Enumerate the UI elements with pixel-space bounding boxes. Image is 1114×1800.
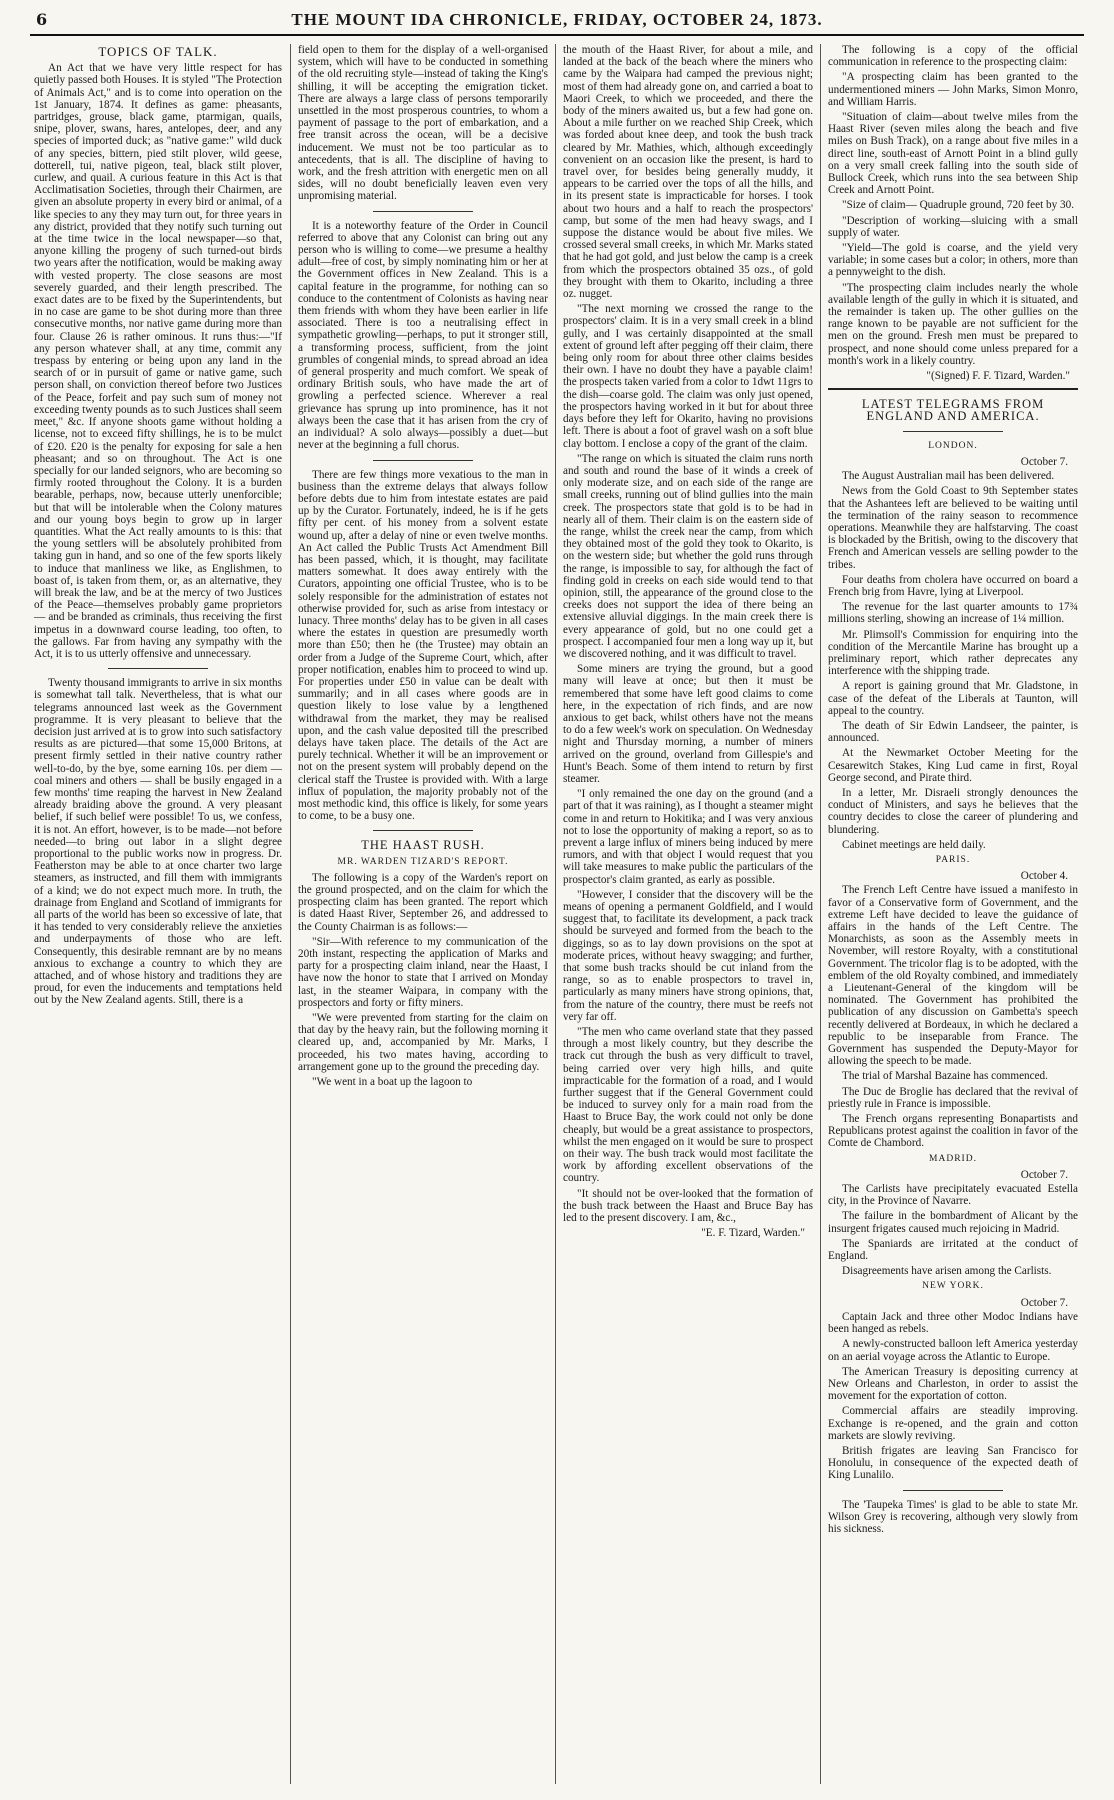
- article-paragraph: field open to them for the display of a well-organised system, which will have to be conducted in something of the old recruiting style—instead of taking the King's shilling, it will be accepting the emigration ticket. There are always a large class of persons temporarily unsettled in the most prosperous countries, to whom a payment of passage to the port of embarkation, and a free transit across the ocean, will be a decisive inducement. We must not be too particular as to antecedents, that is all. The discipline of having to work, and the fresh attrition with energetic men on all sides, will no doubt beneficially leaven even very unpromising material.: [298, 44, 548, 203]
- divider: [373, 830, 473, 831]
- article-paragraph: "Size of claim— Quadruple ground, 720 feet by 30.: [842, 199, 1074, 212]
- article-paragraph: Twenty thousand immigrants to arrive in six months is somewhat tall talk. Nevertheless, that is what our telegrams announced last week as the Government programme. It is very pleasant to believe that the decision just arrived at is to grow into such satisfactory results as are pictured—that some 15,000 Britons, at present firmly settled in their native country rather well-to-do, by the bye, some earning 10s. per diem — coal miners and others — shall be busily engaged in a few months' time reaping the harvest in New Zealand already braiding above the ground. A very pleasant belief, if such belief were possible! To us, we confess, it is not. An effort, however, is to be made—not before needed—to bring out labor in a slight degree proportional to the public works now in progress. Dr. Featherston may be able to at once charter two large steamers, as instructed, and fill them with immigrants of a kind; we do not expect much more. In truth, the drainage from England and Scotland of immigrants for all parts of the world has been so excessive of late, that it has tended to very considerably relieve the anxieties and underpayments of those who are left. Consequently, this desirable remnant are by no means anxious to exchange a country to which they are attached, and of whose history and traditions they are proud, for even the inducements and temptations held out by the New Zealand agents. Still, there is a: [34, 677, 282, 1007]
- column-2: [298, 44, 548, 1784]
- signature: "(Signed) F. F. Tizard, Warden.": [926, 370, 1070, 383]
- article-paragraph: "It should not be over-looked that the formation of the bush track between the Haast and Bruce Bay has led to the present discovery. I am, &c.,: [563, 1187, 813, 1225]
- dateline-date: October 7.: [1020, 1168, 1068, 1181]
- telegram-item: Four deaths from cholera have occurred on board a French brig from Havre, lying at Liverpool.: [828, 573, 1078, 598]
- telegram-item: Disagreements have arisen among the Carlists.: [842, 1265, 1052, 1278]
- telegram-item: British frigates are leaving San Francisco for Honolulu, in consequence of the expected death of King Lunalilo.: [828, 1444, 1078, 1482]
- article-paragraph: It is a noteworthy feature of the Order in Council referred to above that any Colonist can bring out any person who is willing to come—we presume a healthy adult—free of cost, by simply nominating him or her at the Government offices in New Zealand. This is a capital feature in the programme, for nothing can so conduce to the contentment of Colonists as having near them friends with whom they have been earlier in life associated. There is too a neutralising effect in sympathetic growling—perhaps, to put it stronger still, a transforming process, sufficient, from the joint grumbles of congenial minds, to spread abroad an idea of general prosperity and much comfort. We speak of ordinary British souls, who have made the art of growling a perfected science. Wherever a real grievance has sprung up into prominence, has it not always been the case that it has arisen from the cry of an individual? A solo always—possibly a duet—but never at the beginning a full chorus.: [298, 219, 548, 452]
- article-paragraph: "I only remained the one day on the ground (and a part of that it was raining), as I thought a steamer might come in and return to Hokitika; and I was very anxious not to lose the opportunity of making a report, so as to prevent a large influx of miners being induced by mere rumors, and with that object I would request that you will take measures to make public the particulars of the prospector's claim granted, as early as possible.: [563, 788, 813, 886]
- divider: [373, 460, 473, 461]
- haast-rush-heading: THE HAAST RUSH.: [361, 838, 485, 853]
- article-paragraph: "Description of working—sluicing with a small supply of water.: [828, 214, 1078, 239]
- telegram-item: In a letter, Mr. Disraeli strongly denounces the conduct of Ministers, and says he believes that the country decides to close the career of plundering and blundering.: [828, 786, 1078, 836]
- divider: [373, 211, 473, 212]
- column-3: [563, 44, 813, 1784]
- telegrams-heading: LATEST TELEGRAMS FROM ENGLAND AND AMERICA.: [861, 397, 1045, 424]
- article-paragraph: "Sir—With reference to my communication of the 20th instant, respecting the application of Marks and party for a prospecting claim inland, near the Haast, I have now the honor to state that I arrived on Monday last, in the steamer Waipara, in company with the prospectors and forty or fifty miners.: [298, 935, 548, 1009]
- article-paragraph: "We were prevented from starting for the claim on that day by the heavy rain, but the following morning it cleared up, and, accompanied by Mr. Marks, I proceeded, his two mates having, according to arrangement gone up to the ground the preceding day.: [298, 1012, 548, 1073]
- telegram-item: News from the Gold Coast to 9th September states that the Ashantees left are believed to be waiting until the termination of the rainy season to recommence operations. Meanwhile they are halfstarving. The coast is blockaded by the British, owing to the discovery that French and American vessels are selling powder to the tribes.: [828, 485, 1078, 571]
- masthead: [30, 8, 1084, 36]
- telegram-item: The Duc de Broglie has declared that the revival of priestly rule in France is impossible.: [828, 1085, 1078, 1110]
- topics-heading: TOPICS OF TALK.: [98, 44, 218, 59]
- article-paragraph: "Yield—The gold is coarse, and the yield very variable; in some cases but a color; in others, more than a pennyweight to the dish.: [828, 242, 1078, 279]
- dateline-date: October 7.: [1020, 455, 1068, 468]
- column-rule: [555, 44, 556, 1784]
- telegram-item: The Spaniards are irritated at the conduct of England.: [828, 1237, 1078, 1263]
- dateline-date: October 4.: [1020, 870, 1068, 883]
- dateline-place: NEW YORK.: [922, 1281, 984, 1292]
- telegram-item: Mr. Plimsoll's Commission for enquiring into the condition of the Mercantile Marine has brought up a preliminary report, which rather deprecates any interference with the shipping trade.: [828, 628, 1078, 678]
- article-paragraph: An Act that we have very little respect for has quietly passed both Houses. It is styled "The Protection of Animals Act," and is to come into operation on the 1st January, 1874. It defines as game: pheasants, partridges, grouse, black game, ptarmigan, quails, snipe, plover, swans, hares, antelopes, deer, and any species of imported duck; as "native game:" wild duck of any species, bittern, pied stilt plover, wild geese, dotterell, tui, native pigeon, teal, black stilt plover, curlew, and quail. A curious feature in this Act is that Acclimatisation Societies, through their Chairmen, are given an absolute property in every bird or animal, of a like species to any they may turn out, for three years in any district, provided that they notify such turning out at the time twice in the local newspaper—so that, anyone killing the progeny of such turned-out birds two years after the notification, would be making away with vested property. The close seasons are most severely guarded, and their length prescribed. The exact dates are to be fixed by the Superintendents, but in no case are game to be shot during more than three consecutive months, nor native game during more than four. Clause 26 is rather ominous. It runs thus:—"If any person whatever shall, at any time, commit any trespass by entering or being upon any land in the search of or in pursuit of game or native game, such person shall, on conviction thereof before two Justices of the Peace, forfeit and pay such sum of money not exceeding twenty pounds as to such Justices shall seem meet," &c. If anyone shoots game without holding a license, not to exceed fifty shillings, he is to be mulct of £20. £20 is the penalty for exposing for sale a hen pheasant; and so on throughout. The Act is one specially for our landed seignors, who are becoming so firmly rooted throughout the Colony. It is a burden bearable, perhaps, now, because utterly unenforcible; but that will be intolerable when the Colony matures and our young boys begin to grow up in larger quantities. What the Act really amounts to is this: that the young settlers will be absolutely prohibited from taking gun in hand, and so one of the few sports likely to induce that manliness we like, as Englishmen, to boast of, is taken from them, or, as an alternative, they will break the law, and be at the mercy of two Justices of the Peace—themselves probably game proprietors — and be branded as criminals, thus receiving the first impetus in a downward course leading, too often, to the gallows. Far from having any sympathy with the Act, it is to us utterly offensive and unnecessary.: [34, 62, 282, 660]
- article-paragraph: "We went in a boat up the lagoon to: [312, 1076, 473, 1089]
- telegram-item: The French Left Centre have issued a manifesto in favor of a Conservative form of Government, and the extreme Left have decided to leave the guidance of affairs in the hands of the Left Centre. The Monarchists, as soon as the Assembly meets in November, will restore Royalty, with a constitutional Government. The tricolor flag is to be adopted, with the emblem of the old Royalty combined, and immediately a Lieutenant-General of the kingdom will be nominated. The Government has prohibited the publication of any discussion on Gambetta's speech recently delivered at Bordeaux, in which he declared a republic to be inseparable from France. The Government has suspended the Deputy-Mayor for allowing the speech to be made.: [828, 884, 1078, 1068]
- telegram-item: The Carlists have precipitately evacuated Estella city, in the Province of Navarre.: [828, 1183, 1078, 1208]
- article-paragraph: The 'Taupeka Times' is glad to be able to state Mr. Wilson Grey is recovering, although very slowly from his sickness.: [828, 1498, 1078, 1535]
- column-1: [34, 44, 282, 1784]
- dateline-place: PARIS.: [935, 854, 971, 865]
- telegram-item: The revenue for the last quarter amounts to 17¾ millions sterling, showing an increase of 1¼ million.: [828, 601, 1078, 626]
- column-rule: [820, 44, 821, 1784]
- article-paragraph: the mouth of the Haast River, for about a mile, and landed at the back of the beach where the miners who came by the Waipara had camped the previous night; most of them had already gone on, and carried a boat to Maori Creek, to which we proceeded, and there the body of the miners awaited us, but a few had gone on. About a mile further on we reached Ship Creek, which was forded about knee deep, and took the bush track cleared by Mr. Mathies, which, although exceedingly convenient on an occasion like the present, is hard to travel over, for besides being generally muddy, it appears to be carried over the tops of all the hills, and in its present state is impracticable for horses. I took about two hours and a half to reach the prospectors' camp, but some of the men had heavy swags, and I suppose the distance would be about five miles. We crossed several small creeks, in which Mr. Marks stated that he had got gold, and just below the camp is a creek from which the prospectors obtained 35 ozs., of gold they brought with them to Okarito, including a three oz. nugget.: [563, 44, 813, 301]
- telegram-item: The French organs representing Bonapartists and Republicans protest against the coalition in favor of the Comte de Chambord.: [828, 1113, 1078, 1150]
- article-paragraph: "The prospecting claim includes nearly the whole available length of the gully in which it is situated, and the remainder is taken up. The other gullies on the range known to be payable are not sufficient for the men on the ground. Fresh men must be prepared to prospect, and none should come unless prepared for a month's work in a likely country.: [828, 281, 1078, 367]
- divider: [903, 1490, 1003, 1491]
- telegram-item: At the Newmarket October Meeting for the Cesarewitch Stakes, King Lud came in first, Royal George second, and Pirate third.: [828, 747, 1078, 784]
- dateline-place: LONDON.: [928, 440, 978, 451]
- article-paragraph: The following is a copy of the Warden's report on the ground prospected, and on the claim for which the prospecting claim has been granted. The report which is dated Haast River, September 26, and addressed to the County Chairman is as follows:—: [298, 871, 548, 933]
- divider: [903, 431, 1003, 432]
- article-paragraph: Some miners are trying the ground, but a good many will leave at once; but then it must be remembered that some have left good claims to come here, in the expectation of rich finds, and are now anxious to get back, whilst others have not the means to do a few week's work on speculation. On Wednesday night and Thursday morning, a number of miners arrived on the ground, overland from Gillespie's and Hunt's Beach. Some of them intend to return by first steamer.: [563, 663, 813, 785]
- telegram-item: The August Australian mail has been delivered.: [842, 470, 1055, 483]
- telegram-item: Commercial affairs are steadily improving. Exchange is re-opened, and the grain and cotton markets are slowly reviving.: [828, 1405, 1078, 1442]
- dateline-place: MADRID.: [929, 1153, 977, 1164]
- telegram-item: Captain Jack and three other Modoc Indians have been hanged as rebels.: [828, 1310, 1078, 1336]
- article-paragraph: "However, I consider that the discovery will be the means of opening a permanent Goldfield, and I would suggest that, to facilitate its development, a pack track should be surveyed and formed from the beach to the diggings, so as to lay down provisions on the spot at moderate prices, without heavy swagging; and further, that some bush tracks should be cut inland from the range, so as to enable prospectors to travel in, particularly as many miners have strong opinions, that, from the nature of the country, there must be reefs not very far off.: [563, 888, 813, 1023]
- newspaper-title: THE MOUNT IDA CHRONICLE, FRIDAY, OCTOBER 24, 1873.: [291, 10, 823, 29]
- divider: [828, 388, 1078, 390]
- warden-report-subheading: MR. WARDEN TIZARD'S REPORT.: [337, 856, 509, 867]
- dateline-date: October 7.: [1020, 1296, 1068, 1309]
- article-paragraph: There are few things more vexatious to the man in business than the extreme delays that always follow before debts due to him from intestate estates are paid up by the Curator. Fortunately, indeed, he is if he gets fifty per cent. of his money from a solvent estate wound up, after a delay of nine or even twelve months. An Act called the Public Trusts Act Amendment Bill has been passed, which, it is thought, may facilitate matters somewhat. It does away entirely with the Curators, appointing one official Trustee, who is to be solely responsible for the administration of estates not otherwise provided for, such as arise from intestacy or lunacy. Three months' delay has to be given in all cases where the estates in question are presumedly worth more than £50; then he (the Trustee) may obtain an order from a Judge of the Supreme Court, which, after proper notification, enables him to proceed to wind up. For properties under £50 in value can be dealt with summarily; and in all cases where goods are in question likely to lose value by a lengthened withdrawal from the market, they may be realised upon, and the cash value deposited till the prescribed delays have taken place. The details of the Act are purely technical. Whether it will be an improvement or not on the present system will probably depend on the clerical staff the Trustee is provided with. With a large influx of population, the majority probably not of the most methodic kind, this office is likely, for some years to come, to be a busy one.: [298, 468, 548, 823]
- telegram-item: A newly-constructed balloon left America yesterday on an aerial voyage across the Atlantic to Europe.: [828, 1338, 1078, 1363]
- article-paragraph: "The next morning we crossed the range to the prospectors' claim. It is in a very small creek in a blind gully, and I was certainly disappointed at the small extent of ground left after pegging off their claim, there being only room for about three other claims besides their own. I have no doubt they have a payable claim! the prospects taken varied from a color to 1dwt 11grs to the dish—coarse gold. The claim was only just opened, the prospectors having worked in it but for about three days before they left for Okarito, having no provisions left. There is about a foot of gravel wash on a soft blue clay bottom. I enclose a copy of the grant of the claim.: [563, 303, 813, 450]
- signature: "E. F. Tizard, Warden.": [701, 1227, 805, 1240]
- telegram-item: The American Treasury is depositing currency at New Orleans and Charleston, in order to assist the movement for the exportation of cotton.: [828, 1365, 1078, 1403]
- article-paragraph: "The men who came overland state that they passed through a most likely country, but they describe the track cut through the bush as very difficult to travel, being carried over very high hills, and quite impracticable for the formation of a road, and I would further suggest that if the General Government could be induced to survey only for a main road from the Haast to Bruce Bay, the work could not only be done cheaply, but would be a great assistance to prospectors, whilst the men engaged on it would be sure to prospect on their way. The bush track would most facilitate the work by affording excellent observations of the country.: [563, 1026, 813, 1185]
- article-paragraph: The following is a copy of the official communication in reference to the prospecting claim:: [828, 44, 1078, 69]
- telegram-item: The death of Sir Edwin Landseer, the painter, is announced.: [828, 719, 1078, 745]
- column-rule: [290, 44, 291, 1784]
- divider: [108, 668, 207, 669]
- telegram-item: The trial of Marshal Bazaine has commenced.: [842, 1070, 1048, 1083]
- article-paragraph: "The range on which is situated the claim runs north and south and round the base of it winds a creek of only moderate size, and on each side of the range are small creeks, running out of blind gullies into the main creek. The prospectors state that gold is to be had in nearly all of them. Their claim is on the eastern side of the range, whilst the creek near the camp, from which they obtained most of the gold they took to Okarito, is on the western side; but whether the gold runs through the range, is impossible to say, for although the fact of finding gold in creeks on each side would tend to that opinion, still, the appearance of the ground close to the creeks does not support the idea of there being an extensive alluvial diggings. In the main creek there is every appearance of gold, but no one could get a prospect. I accompanied four men a long way up it, but we discovered nothing, and it was difficult to travel.: [563, 452, 813, 660]
- column-4: [828, 44, 1078, 1784]
- telegram-item: Cabinet meetings are held daily.: [842, 838, 986, 851]
- telegram-item: A report is gaining ground that Mr. Gladstone, in case of the defeat of the Liberals at Taunton, will appeal to the country.: [828, 680, 1078, 717]
- telegram-item: The failure in the bombardment of Alicant by the insurgent frigates caused much rejoicing in Madrid.: [828, 1210, 1078, 1235]
- page-number: 6: [36, 10, 48, 29]
- article-paragraph: "Situation of claim—about twelve miles from the Haast River (seven miles along the beach and five miles on Bush Track), on a range about five miles in a direct line, south-east of Arnott Point in a blind gully on a very small creek falling into the south side of Bullock Creek, which runs into the sea between Ship Creek and Arnott Point.: [828, 111, 1078, 197]
- article-paragraph: "A prospecting claim has been granted to the undermentioned miners — John Marks, Simon Monro, and William Harris.: [828, 71, 1078, 108]
